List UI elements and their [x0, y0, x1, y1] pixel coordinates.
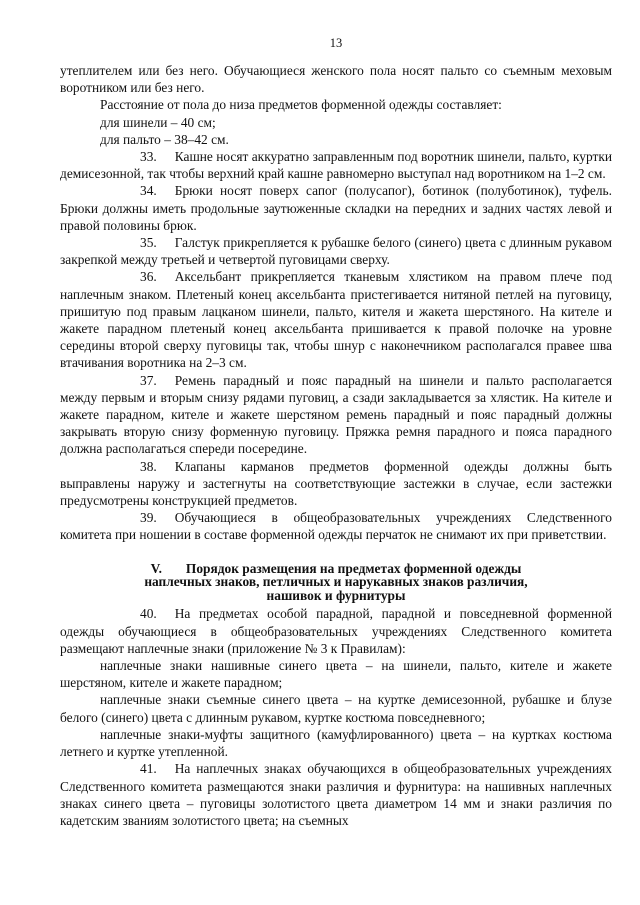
body-text-before: [60, 62, 612, 544]
paragraph-number: 33.: [140, 149, 157, 165]
paragraph-text: Клапаны карманов предметов форменной одежды должны быть выправлены наружу и застегнуты на соответствующие застежки в случае, если застежки предусмотрены конструкцией предметов.: [60, 458, 612, 509]
paragraph-number: 34.: [140, 183, 157, 199]
section-heading-line-1: V. Порядок размещения на предметах форменной одежды: [150, 560, 522, 576]
paragraph: [60, 691, 612, 725]
paragraph: [60, 458, 612, 510]
paragraph-text: наплечные знаки нашивные синего цвета – на шинели, пальто, кителе и жакете шерстяном, кителе и жакете парадном;: [60, 658, 612, 691]
paragraph-text: утеплителем или без него. Обучающиеся женского пола носят пальто со съемным меховым воротником или без него.: [60, 63, 612, 96]
paragraph-text: Брюки носят поверх сапог (полусапог), ботинок (полуботинок), туфель. Брюки должны иметь продольные заутюженные складки на передних и задних частях левой и правой половины брюк.: [60, 183, 612, 233]
body-text-after: [60, 605, 612, 829]
paragraph: [60, 605, 612, 657]
paragraph-text: наплечные знаки-муфты защитного (камуфлированного) цвета – на куртках костюма летнего и куртке утепленной.: [60, 726, 612, 760]
paragraph-text: для шинели – 40 см;: [100, 114, 216, 130]
paragraph: [60, 148, 612, 182]
paragraph: [60, 131, 612, 148]
section-heading-line-2: наплечных знаков, петличных и нарукавных знаков различия,: [144, 574, 528, 590]
paragraph: [60, 62, 612, 96]
paragraph: [60, 657, 612, 691]
section-heading: [60, 562, 612, 603]
paragraph-text: Расстояние от пола до низа предметов форменной одежды составляет:: [100, 97, 502, 113]
paragraph-text: Аксельбант прикрепляется тканевым хлястиком на правом плече под наплечным знаком. Плетеный конец аксельбанта пристегивается нитяной петлей на пуговицу, пришитую под правым лацканом шинели, пальто, кителя и жакета шерстяного. На кителе и жакете парадном плетеный конец аксельбанта пришивается к правой полочке на уровне середины второй сверху пуговицы так, чтобы шнур с наконечником располагался правее шва втачивания воротника на 2–3 см.: [60, 269, 612, 371]
paragraph-number: 37.: [140, 372, 157, 388]
paragraph-number: 35.: [140, 235, 157, 251]
paragraph-number: 39.: [140, 510, 157, 526]
paragraph-text: На предметах особой парадной, парадной и повседневной форменной одежды обучающиеся в общеобразовательных учреждениях Следственного комитета размещают наплечные знаки (приложение № 3 к Правилам):: [60, 606, 612, 656]
paragraph: [60, 268, 612, 371]
paragraph-text: Обучающиеся в общеобразовательных учреждениях Следственного комитета при ношении в составе форменной одежды перчаток не снимают их при приветствии.: [60, 510, 612, 543]
paragraph-number: 41.: [140, 761, 157, 777]
paragraph: [60, 726, 612, 760]
paragraph: [60, 182, 612, 234]
paragraph-text: Кашне носят аккуратно заправленным под воротник шинели, пальто, куртки демисезонной, так чтобы верхний край кашне равномерно выступал над воротником на 1–2 см.: [60, 149, 612, 182]
paragraph-number: 38.: [140, 458, 157, 474]
paragraph: [60, 372, 612, 458]
paragraph: [60, 234, 612, 268]
page-number: 13: [329, 36, 343, 50]
paragraph-text: Ремень парадный и пояс парадный на шинели и пальто располагается между первым и вторым снизу рядами пуговиц, а сзади закладывается за хлястик. На кителе и жакете парадном, кителе и жакете шерстяном ремень парадный и пояс парадный должны закрывать вторую снизу форменную пуговицу. Пряжка ремня парадного и пояса парадного должна располагаться спереди посередине.: [60, 372, 612, 457]
paragraph-text: На наплечных знаках обучающихся в общеобразовательных учреждениях Следственного комитета размещаются знаки различия и фурнитура: на нашивных наплечных знаках синего цвета – пуговицы золотистого цвета диаметром 14 мм и знаки различия по кадетским званиям золотистого цвета; на съемных: [60, 761, 612, 828]
paragraph-text: Галстук прикрепляется к рубашке белого (синего) цвета с длинным рукавом закрепкой между третьей и четвертой пуговицами сверху.: [60, 235, 612, 268]
paragraph-number: 36.: [140, 269, 157, 285]
paragraph-text: наплечные знаки съемные синего цвета – на куртке демисезонной, рубашке и блузе белого (синего) цвета с длинным рукавом, куртке костюма повседневного;: [60, 692, 612, 725]
paragraph-number: 40.: [140, 606, 157, 622]
paragraph: [60, 114, 612, 131]
paragraph-text: для пальто – 38–42 см.: [100, 131, 229, 147]
section-heading-line-3: нашивок и фурнитуры: [266, 587, 406, 603]
section-number: V.: [150, 560, 162, 576]
paragraph: [60, 760, 612, 829]
paragraph: [60, 96, 612, 113]
paragraph: [60, 509, 612, 543]
